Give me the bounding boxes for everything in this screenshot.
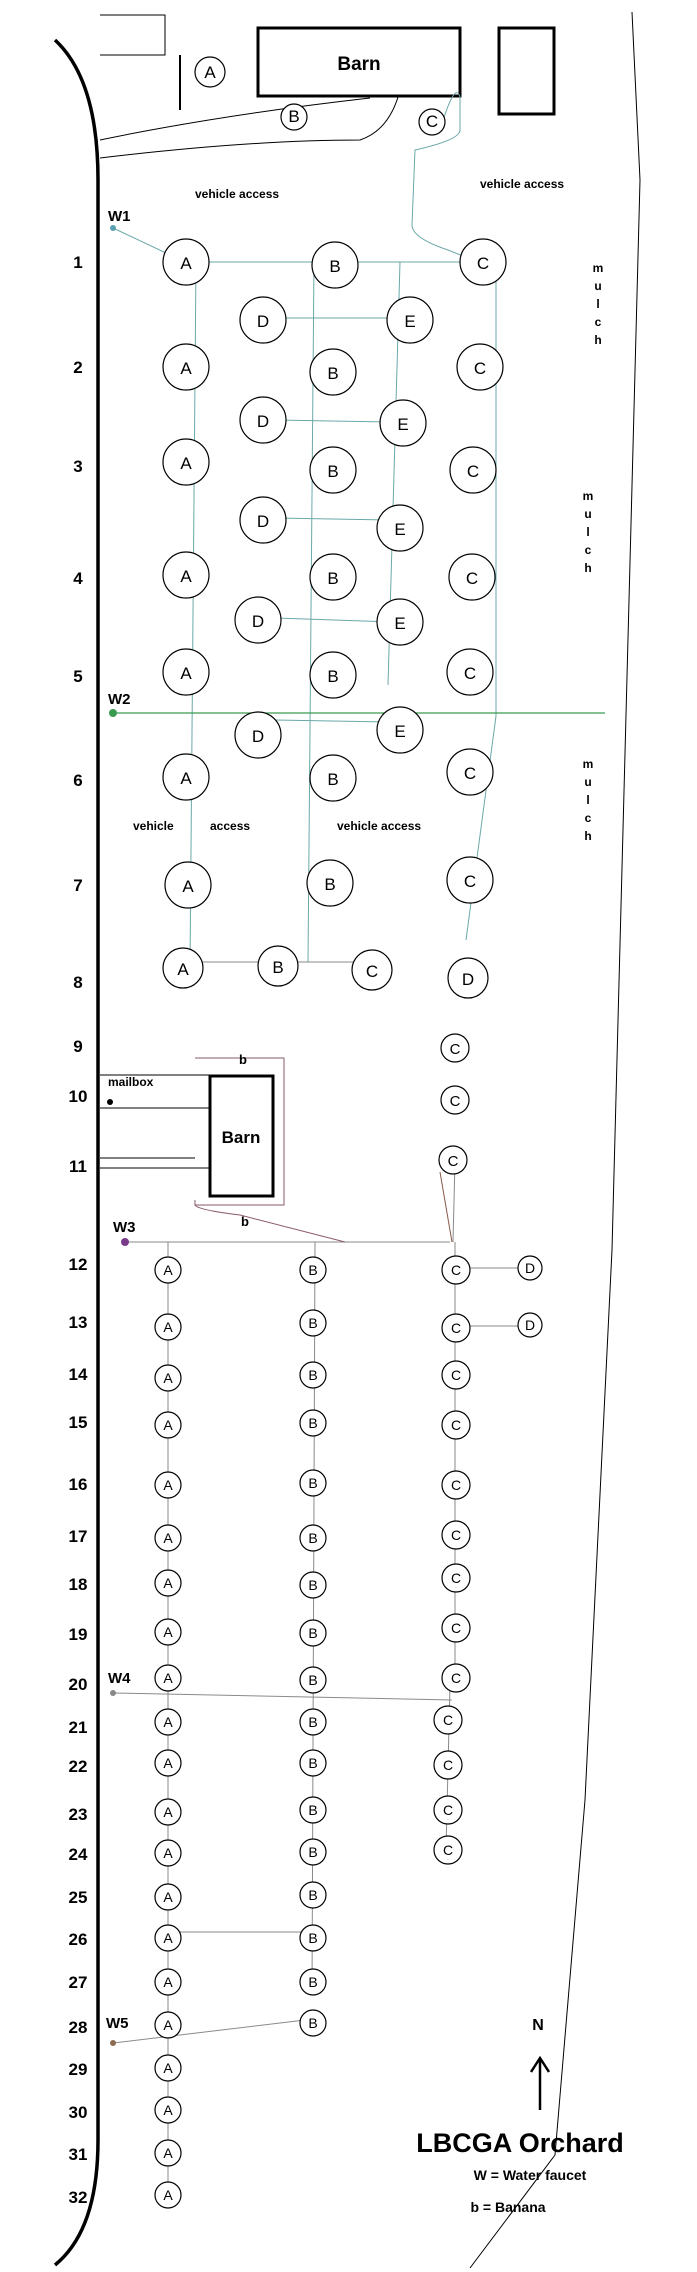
tree <box>155 1619 181 1645</box>
svg-text:B: B <box>327 569 339 588</box>
svg-text:A: A <box>180 359 192 378</box>
tree <box>434 1751 462 1779</box>
svg-text:C: C <box>449 1041 461 1058</box>
tree <box>195 57 225 87</box>
row-number: 25 <box>68 1888 88 1907</box>
map-title: LBCGA Orchard <box>416 2128 624 2158</box>
tree <box>439 1146 467 1174</box>
row-numbers <box>69 253 88 2207</box>
row-number: 14 <box>68 1365 88 1384</box>
svg-text:A: A <box>163 2187 173 2203</box>
tree <box>300 1925 326 1951</box>
tree <box>442 1664 470 1692</box>
vehicle-label: vehicle <box>133 819 174 833</box>
svg-text:A: A <box>163 1370 173 1386</box>
row-number: 21 <box>68 1718 88 1737</box>
shed-building <box>499 28 554 114</box>
tree <box>310 447 356 493</box>
tree <box>448 958 488 998</box>
tree <box>155 2097 181 2123</box>
svg-text:E: E <box>404 312 416 331</box>
svg-text:D: D <box>251 727 265 746</box>
tree <box>163 239 209 285</box>
svg-text:B: B <box>324 875 336 894</box>
svg-text:m: m <box>592 261 604 275</box>
tree <box>240 397 286 443</box>
svg-text:B: B <box>308 1577 318 1593</box>
tree <box>300 1525 326 1551</box>
north-label: N <box>532 2017 544 2034</box>
svg-text:B: B <box>308 1625 318 1641</box>
tree <box>300 1797 326 1823</box>
tree <box>300 1709 326 1735</box>
svg-text:B: B <box>308 1930 318 1946</box>
svg-text:B: B <box>308 1530 318 1546</box>
svg-text:A: A <box>163 2102 173 2118</box>
tree <box>155 1709 181 1735</box>
svg-text:m: m <box>582 489 594 503</box>
svg-text:B: B <box>308 1315 318 1331</box>
barn-middle <box>210 1076 273 1196</box>
row-number: 24 <box>68 1845 88 1864</box>
tree <box>155 1525 181 1551</box>
tree <box>442 1614 470 1642</box>
row-number: 18 <box>68 1575 88 1594</box>
tree <box>518 1256 542 1280</box>
tree <box>442 1521 470 1549</box>
svg-text:B: B <box>329 257 341 276</box>
svg-text:C: C <box>465 569 479 588</box>
tree <box>281 104 307 130</box>
tree <box>310 652 356 698</box>
tree <box>300 1410 326 1436</box>
svg-text:A: A <box>163 1889 173 1905</box>
tree <box>300 1257 326 1283</box>
row-number: 3 <box>73 457 83 476</box>
row-number: 9 <box>73 1037 83 1056</box>
svg-text:C: C <box>447 1153 459 1170</box>
svg-text:C: C <box>442 1712 454 1728</box>
svg-text:l: l <box>586 525 590 539</box>
row-number: 26 <box>68 1930 88 1949</box>
svg-text:C: C <box>450 1417 462 1433</box>
svg-text:A: A <box>163 1417 173 1433</box>
row-number: 27 <box>68 1973 88 1992</box>
tree <box>240 497 286 543</box>
row-number: 12 <box>68 1255 88 1274</box>
tree <box>442 1411 470 1439</box>
tree <box>155 2182 181 2208</box>
tree <box>300 1572 326 1598</box>
svg-text:D: D <box>461 970 475 989</box>
svg-text:B: B <box>308 1672 318 1688</box>
mailbox-label: mailbox <box>108 1075 154 1089</box>
tree <box>441 1086 469 1114</box>
svg-text:c: c <box>584 811 592 825</box>
svg-text:B: B <box>308 1802 318 1818</box>
tree <box>155 1665 181 1691</box>
svg-text:C: C <box>450 1262 462 1278</box>
irrigation-north <box>113 93 496 968</box>
row-number: 16 <box>68 1475 88 1494</box>
barn-top-label: Barn <box>337 54 381 75</box>
svg-text:l: l <box>586 793 590 807</box>
svg-text:C: C <box>442 1757 454 1773</box>
tree <box>300 1667 326 1693</box>
svg-text:A: A <box>163 2060 173 2076</box>
svg-text:C: C <box>450 1320 462 1336</box>
irrigation-banana-branch <box>195 1200 345 1242</box>
row-number: 22 <box>68 1757 88 1776</box>
svg-text:u: u <box>584 775 592 789</box>
svg-text:m: m <box>582 757 594 771</box>
tree <box>457 344 503 390</box>
irrigation-w3-link <box>440 1172 452 1242</box>
tree <box>155 1314 181 1340</box>
tree <box>300 1882 326 1908</box>
tree <box>387 297 433 343</box>
svg-text:A: A <box>163 1804 173 1820</box>
row-number: 19 <box>68 1625 88 1644</box>
row-number: 23 <box>68 1805 88 1824</box>
svg-text:c: c <box>584 543 592 557</box>
svg-text:C: C <box>365 962 379 981</box>
svg-text:W3: W3 <box>113 1219 136 1236</box>
tree <box>163 344 209 390</box>
tree <box>442 1361 470 1389</box>
driveway-north <box>100 98 370 140</box>
tree <box>377 599 423 645</box>
svg-text:W1: W1 <box>108 208 131 225</box>
tree <box>155 1257 181 1283</box>
legend-water: W = Water faucet <box>473 2167 587 2183</box>
tree <box>300 1969 326 1995</box>
svg-text:D: D <box>524 1260 536 1276</box>
svg-text:D: D <box>524 1317 536 1333</box>
svg-text:E: E <box>394 614 406 633</box>
tree <box>300 1750 326 1776</box>
tree <box>434 1836 462 1864</box>
tree <box>434 1796 462 1824</box>
tree <box>442 1256 470 1284</box>
svg-text:A: A <box>163 1262 173 1278</box>
svg-text:C: C <box>425 112 439 131</box>
svg-text:B: B <box>308 1415 318 1431</box>
svg-text:W2: W2 <box>108 691 131 708</box>
row-number: 17 <box>68 1527 88 1546</box>
svg-text:A: A <box>163 1477 173 1493</box>
tree <box>163 948 203 988</box>
svg-text:C: C <box>450 1670 462 1686</box>
south-trees <box>155 1256 542 2208</box>
tree <box>155 1472 181 1498</box>
svg-text:E: E <box>397 415 409 434</box>
svg-text:C: C <box>476 254 490 273</box>
svg-text:A: A <box>163 1575 173 1591</box>
svg-text:A: A <box>163 1930 173 1946</box>
svg-text:C: C <box>450 1527 462 1543</box>
svg-text:c: c <box>594 315 602 329</box>
tree <box>155 1570 181 1596</box>
tree <box>155 1365 181 1391</box>
banana-label-north: b <box>239 1052 247 1067</box>
tree <box>447 857 493 903</box>
tree <box>155 2055 181 2081</box>
tree <box>240 297 286 343</box>
tree <box>447 649 493 695</box>
svg-text:B: B <box>308 1475 318 1491</box>
svg-text:A: A <box>163 1670 173 1686</box>
tree <box>163 649 209 695</box>
barn-top <box>258 28 460 96</box>
svg-text:A: A <box>163 2017 173 2033</box>
svg-text:h: h <box>584 561 592 575</box>
row-number: 7 <box>73 876 83 895</box>
svg-text:C: C <box>449 1093 461 1110</box>
row-number: 32 <box>68 2188 88 2207</box>
svg-text:A: A <box>163 1714 173 1730</box>
svg-text:B: B <box>327 364 339 383</box>
barn-middle-label: Barn <box>221 1128 261 1147</box>
entry-corner-line <box>100 15 165 55</box>
svg-text:C: C <box>463 764 477 783</box>
tree <box>310 349 356 395</box>
svg-text:D: D <box>256 512 270 531</box>
row-number: 11 <box>69 1157 87 1176</box>
tree <box>419 109 445 135</box>
svg-text:B: B <box>327 667 339 686</box>
row-number: 31 <box>68 2145 88 2164</box>
svg-text:A: A <box>163 1974 173 1990</box>
svg-text:B: B <box>288 107 300 126</box>
svg-text:C: C <box>450 1367 462 1383</box>
tree <box>312 242 358 288</box>
tree <box>155 1799 181 1825</box>
mulch-label-2 <box>583 489 594 575</box>
tree <box>258 946 298 986</box>
legend-banana: b = Banana <box>470 2199 546 2215</box>
svg-text:B: B <box>272 958 284 977</box>
row-number: 6 <box>73 771 83 790</box>
tree <box>155 1969 181 1995</box>
tree <box>434 1706 462 1734</box>
svg-text:B: B <box>308 1262 318 1278</box>
row-number: 8 <box>73 973 83 992</box>
svg-text:C: C <box>463 872 477 891</box>
vehicle-access-label-3: vehicle access <box>337 819 422 833</box>
tree <box>300 1362 326 1388</box>
row-number: 1 <box>73 253 83 272</box>
tree <box>163 439 209 485</box>
tree <box>310 554 356 600</box>
north-arrow-icon <box>531 2058 549 2110</box>
tree <box>155 2012 181 2038</box>
svg-text:B: B <box>308 1367 318 1383</box>
tree <box>447 749 493 795</box>
tree <box>300 2010 326 2036</box>
svg-text:E: E <box>394 520 406 539</box>
svg-text:C: C <box>466 462 480 481</box>
mulch-label-1 <box>593 261 604 347</box>
tree <box>460 239 506 285</box>
tree <box>235 597 281 643</box>
row-number: 2 <box>73 358 83 377</box>
svg-text:h: h <box>584 829 592 843</box>
svg-text:D: D <box>251 612 265 631</box>
svg-text:B: B <box>327 770 339 789</box>
svg-text:A: A <box>180 769 192 788</box>
tree <box>163 754 209 800</box>
svg-text:A: A <box>163 2145 173 2161</box>
banana-label-south: b <box>241 1214 249 1229</box>
faucet-w1 <box>108 208 131 231</box>
svg-text:A: A <box>163 1530 173 1546</box>
row-number: 4 <box>73 569 83 588</box>
tree <box>377 707 423 753</box>
svg-text:C: C <box>463 664 477 683</box>
tree <box>300 1620 326 1646</box>
row-number: 29 <box>68 2060 88 2079</box>
svg-text:A: A <box>204 63 216 82</box>
svg-text:E: E <box>394 722 406 741</box>
svg-text:B: B <box>308 2015 318 2031</box>
tree <box>442 1564 470 1592</box>
row-number: 15 <box>68 1413 88 1432</box>
svg-text:B: B <box>308 1844 318 1860</box>
svg-text:A: A <box>163 1319 173 1335</box>
tree <box>450 447 496 493</box>
svg-text:D: D <box>256 412 270 431</box>
mailbox-icon <box>107 1099 113 1105</box>
tree <box>155 2140 181 2166</box>
tree <box>155 1884 181 1910</box>
svg-text:C: C <box>450 1620 462 1636</box>
svg-text:A: A <box>180 454 192 473</box>
vehicle-access-label-2: vehicle access <box>480 177 565 191</box>
svg-text:C: C <box>450 1570 462 1586</box>
svg-text:B: B <box>308 1974 318 1990</box>
svg-text:A: A <box>163 1755 173 1771</box>
svg-text:u: u <box>584 507 592 521</box>
tree <box>442 1314 470 1342</box>
tree <box>449 554 495 600</box>
mulch-label-3 <box>583 757 594 843</box>
tree <box>377 505 423 551</box>
row-number: 30 <box>68 2103 88 2122</box>
tree <box>163 552 209 598</box>
svg-text:h: h <box>594 333 602 347</box>
svg-text:A: A <box>163 1624 173 1640</box>
svg-text:A: A <box>180 567 192 586</box>
tree <box>300 1470 326 1496</box>
tree <box>307 860 353 906</box>
tree <box>310 755 356 801</box>
svg-text:C: C <box>442 1802 454 1818</box>
faucet-w4 <box>108 1670 131 1696</box>
svg-text:D: D <box>256 312 270 331</box>
access-label: access <box>210 819 251 833</box>
svg-text:u: u <box>594 279 602 293</box>
tree <box>518 1313 542 1337</box>
svg-text:B: B <box>327 462 339 481</box>
tree <box>300 1310 326 1336</box>
tree <box>235 712 281 758</box>
svg-text:C: C <box>442 1842 454 1858</box>
tree <box>300 1839 326 1865</box>
row-number: 20 <box>68 1675 88 1694</box>
tree <box>441 1034 469 1062</box>
svg-text:A: A <box>180 254 192 273</box>
svg-text:A: A <box>177 960 189 979</box>
svg-text:W4: W4 <box>108 1670 131 1687</box>
row-number: 13 <box>68 1313 88 1332</box>
svg-text:A: A <box>182 877 194 896</box>
svg-text:l: l <box>596 297 600 311</box>
tree <box>155 1840 181 1866</box>
tree <box>165 862 211 908</box>
svg-text:A: A <box>163 1845 173 1861</box>
tree <box>155 1925 181 1951</box>
svg-text:C: C <box>473 359 487 378</box>
svg-text:C: C <box>450 1477 462 1493</box>
vehicle-access-label-1: vehicle access <box>195 187 280 201</box>
row-number: 5 <box>73 667 83 686</box>
tree <box>442 1471 470 1499</box>
row-number: 10 <box>68 1087 88 1106</box>
tree <box>155 1412 181 1438</box>
tree <box>380 400 426 446</box>
tree <box>352 950 392 990</box>
svg-text:B: B <box>308 1887 318 1903</box>
svg-text:B: B <box>308 1714 318 1730</box>
svg-text:A: A <box>180 664 192 683</box>
tree <box>155 1750 181 1776</box>
row-number: 28 <box>68 2018 88 2037</box>
svg-text:B: B <box>308 1755 318 1771</box>
svg-text:W5: W5 <box>106 2015 129 2032</box>
